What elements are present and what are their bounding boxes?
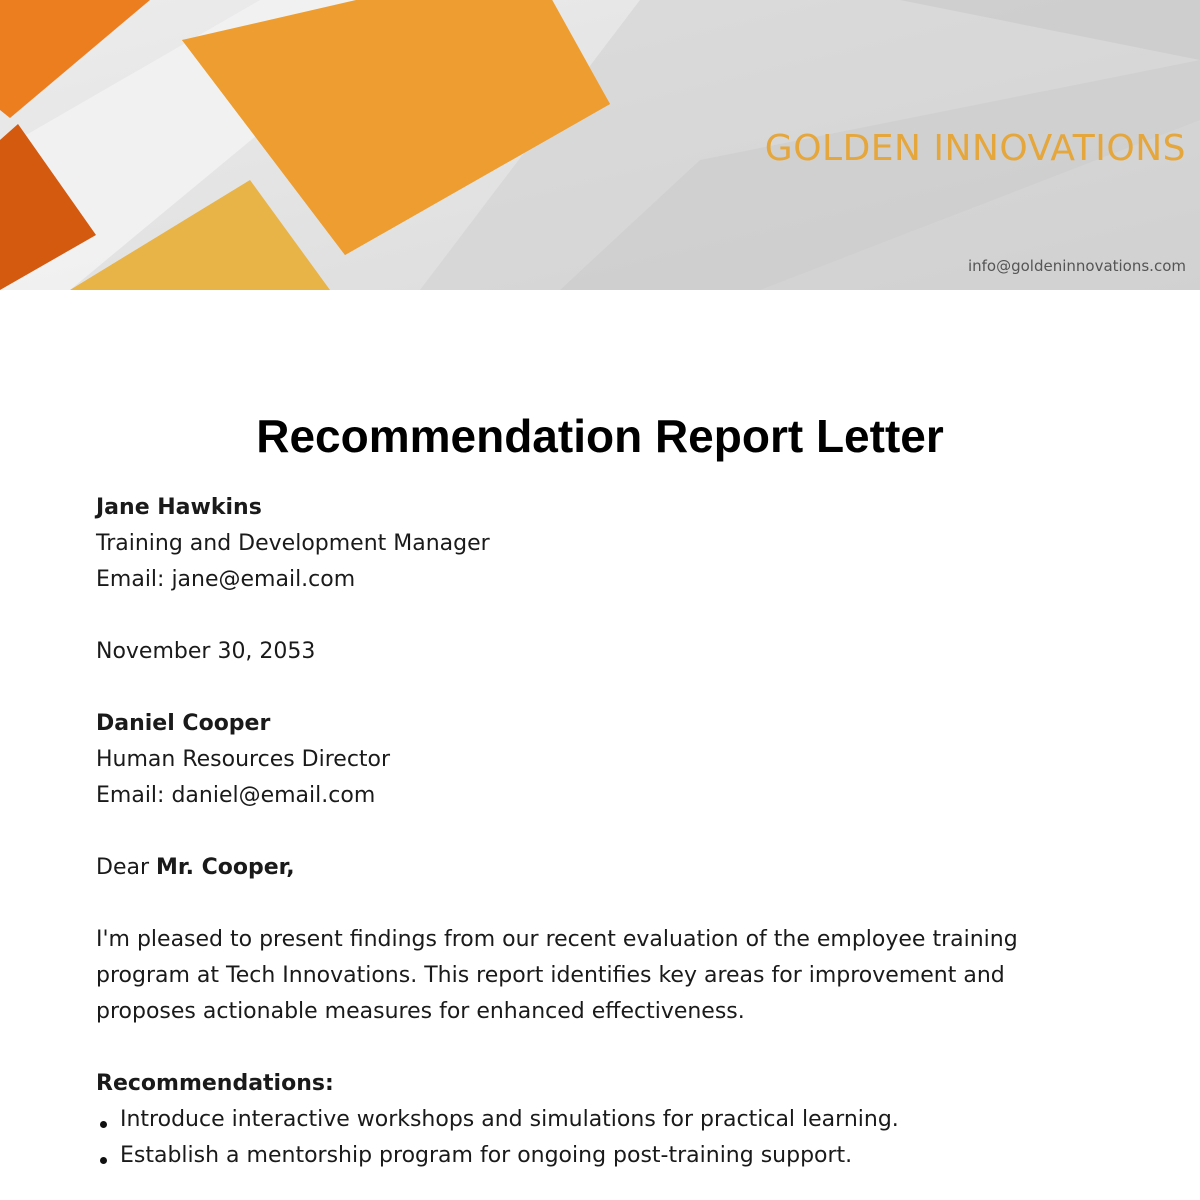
recipient-role: Human Resources Director — [96, 747, 391, 772]
recipient-email: Email: daniel@email.com — [96, 783, 376, 808]
letter-body — [96, 490, 1106, 1174]
intro-line: proposes actionable measures for enhanced effectiveness. — [96, 999, 745, 1024]
letter-date: November 30, 2053 — [96, 639, 316, 664]
recommendation-text: Introduce interactive workshops and simulations for practical learning. — [120, 1107, 899, 1132]
page-title: Recommendation Report Letter — [256, 410, 944, 462]
recommendations-heading: Recommendations: — [96, 1071, 334, 1096]
list-item — [96, 1102, 1106, 1138]
sender-name: Jane Hawkins — [96, 495, 262, 520]
sender-email: Email: jane@email.com — [96, 567, 356, 592]
company-email: info@goldeninnovations.com — [967, 257, 1186, 275]
intro-line: program at Tech Innovations. This report identifies key areas for improvement and — [96, 963, 1005, 988]
bullet-icon — [100, 1121, 107, 1128]
salutation-name: Mr. Cooper, — [156, 855, 295, 880]
company-name: GOLDEN INNOVATIONS — [764, 128, 1186, 169]
recipient-name: Daniel Cooper — [96, 711, 271, 736]
sender-role: Training and Development Manager — [96, 531, 490, 556]
salutation — [96, 850, 1106, 886]
intro-line: I'm pleased to present findings from our recent evaluation of the employee training — [96, 927, 1018, 952]
recommendations-list — [96, 1102, 1106, 1174]
recommendation-text: Establish a mentorship program for ongoing post-training support. — [120, 1143, 853, 1168]
letterhead-banner — [0, 0, 1200, 290]
list-item — [96, 1138, 1106, 1174]
bullet-icon — [100, 1157, 107, 1164]
salutation-prefix: Dear — [96, 855, 156, 880]
